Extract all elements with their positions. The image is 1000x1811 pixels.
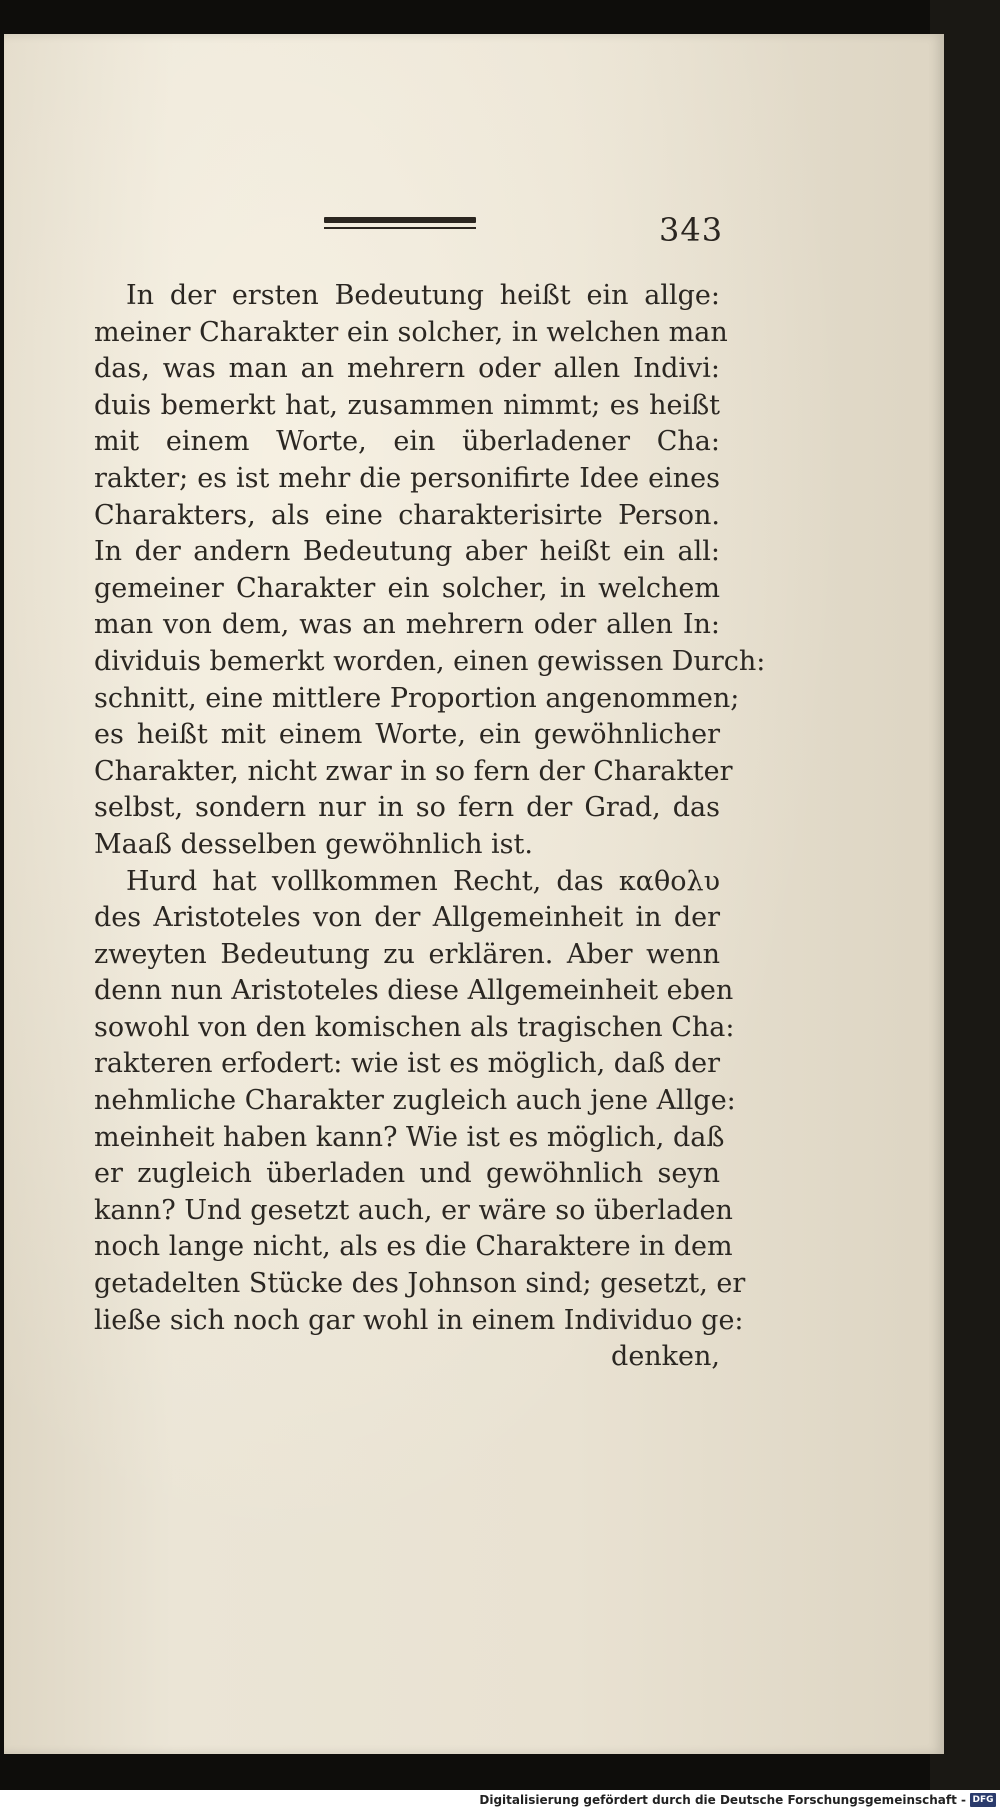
book-page bbox=[4, 34, 944, 1754]
text-line: ließe sich noch gar wohl in einem Individuo ge: bbox=[94, 1304, 744, 1336]
text-line: sowohl von den komischen als tragischen Cha: bbox=[94, 1011, 735, 1043]
text-line: denn nun Aristoteles diese Allgemeinheit eben bbox=[94, 975, 734, 1007]
text-line: gemeiner Charakter ein solcher, in welchem bbox=[94, 572, 720, 604]
text-line: dividuis bemerkt worden, einen gewissen Durch: bbox=[94, 645, 766, 677]
text-line: rakteren erfodert: wie ist es möglich, daß der bbox=[94, 1048, 720, 1080]
header-rule-thick bbox=[324, 217, 476, 223]
header-ornament-rule bbox=[324, 217, 476, 231]
text-line: Maaß desselben gewöhnlich ist. bbox=[94, 828, 533, 860]
text-line: Charakter, nicht zwar in so fern der Charakter bbox=[94, 755, 733, 787]
text-line: er zugleich überladen und gewöhnlich seyn bbox=[94, 1158, 720, 1190]
text-line: duis bemerkt hat, zusammen nimmt; es heißt bbox=[94, 389, 720, 421]
text-line: zweyten Bedeutung zu erklären. Aber wenn bbox=[94, 938, 720, 970]
funding-credit: Digitalisierung gefördert durch die Deutsche Forschungsgemeinschaft - bbox=[479, 1793, 966, 1807]
page-number: 343 bbox=[659, 211, 724, 249]
text-line: meinheit haben kann? Wie ist es möglich, daß bbox=[94, 1121, 725, 1153]
text-line: es heißt mit einem Worte, ein gewöhnlicher bbox=[94, 719, 720, 751]
text-line: man von dem, was an mehrern oder allen In: bbox=[94, 609, 720, 641]
text-line: des Aristoteles von der Allgemeinheit in der bbox=[94, 902, 720, 934]
text-line: In der ersten Bedeutung heißt ein allge: bbox=[126, 280, 720, 311]
text-line: Hurd hat vollkommen Recht, das καθολυ bbox=[126, 865, 720, 897]
text-line: das, was man an mehrern oder allen Indivi: bbox=[94, 353, 720, 385]
catchword: denken, bbox=[611, 1341, 720, 1373]
text-line: getadelten Stücke des Johnson sind; gesetzt, er bbox=[94, 1268, 746, 1300]
text-line: selbst, sondern nur in so fern der Grad, das bbox=[94, 792, 720, 824]
body-text bbox=[94, 278, 766, 1376]
header-rule-thin bbox=[324, 227, 476, 229]
text-line: nehmliche Charakter zugleich auch jene Allge: bbox=[94, 1085, 736, 1117]
text-line: schnitt, eine mittlere Proportion angenommen; bbox=[94, 682, 740, 714]
text-line: kann? Und gesetzt auch, er wäre so überladen bbox=[94, 1194, 733, 1226]
text-line: In der andern Bedeutung aber heißt ein all: bbox=[94, 536, 720, 568]
text-line: noch lange nicht, als es die Charaktere in dem bbox=[94, 1231, 733, 1263]
footer-bar bbox=[0, 1790, 1000, 1811]
text-line: rakter; es ist mehr die personifirte Idee eines bbox=[94, 462, 720, 494]
dfg-logo: DFG bbox=[970, 1793, 996, 1807]
text-line: Charakters, als eine charakterisirte Person. bbox=[94, 499, 720, 531]
text-line: meiner Charakter ein solcher, in welchen man bbox=[94, 316, 728, 348]
text-line: mit einem Worte, ein überladener Cha: bbox=[94, 426, 720, 458]
